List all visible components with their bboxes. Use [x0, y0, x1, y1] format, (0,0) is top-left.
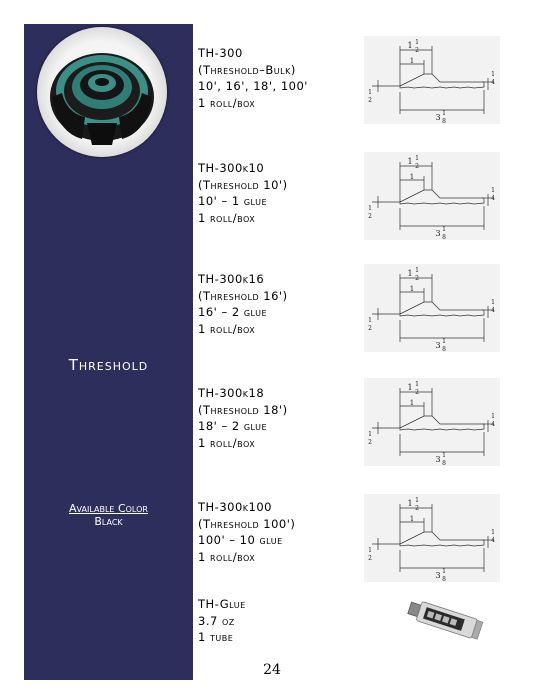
- product-sku: TH-Glue: [198, 597, 246, 611]
- dim-top-den: 2: [415, 389, 419, 396]
- dim-bottom-whole: 3: [435, 341, 441, 350]
- product-qty: 1 roll/box: [198, 95, 256, 110]
- dim-top-den: 2: [415, 275, 419, 282]
- product-sku: TH-300k100: [198, 500, 272, 514]
- product-sku: TH-300k16: [198, 272, 265, 286]
- dim-right-den: 4: [491, 79, 495, 86]
- dim-bottom-den: 8: [442, 346, 446, 352]
- dim-right-num: 1: [491, 71, 495, 78]
- profile-diagram: [364, 494, 500, 582]
- dim-right-den: 4: [491, 537, 495, 544]
- dim-top-num: 1: [415, 381, 419, 388]
- product-th-300: [198, 45, 358, 111]
- dim-mid: 1: [409, 57, 415, 65]
- dim-top-num: 1: [415, 497, 419, 504]
- dim-top-whole: 1: [407, 499, 413, 508]
- dim-left-den: 2: [368, 555, 372, 562]
- dim-mid: 1: [409, 515, 415, 523]
- dim-bottom-num: 1: [442, 110, 446, 117]
- available-color-label: Available Color: [69, 502, 148, 515]
- dim-right-num: 1: [491, 299, 495, 306]
- sidebar-title: Threshold: [68, 356, 149, 374]
- profile-diagram: [364, 264, 500, 352]
- dim-bottom-whole: 3: [435, 455, 441, 464]
- dim-left-den: 2: [368, 439, 372, 446]
- dim-left-num: 1: [368, 317, 372, 324]
- page-number: 24: [263, 662, 281, 678]
- product-th-300k100: [198, 499, 358, 565]
- dim-right-num: 1: [491, 529, 495, 536]
- product-desc: (Threshold 100'): [198, 516, 296, 531]
- product-desc: (Threshold–Bulk): [198, 62, 296, 77]
- dim-bottom-num: 1: [442, 452, 446, 459]
- dim-top-num: 1: [415, 267, 419, 274]
- dim-bottom-num: 1: [442, 568, 446, 575]
- dim-mid: 1: [409, 285, 415, 293]
- dim-bottom-num: 1: [442, 338, 446, 345]
- product-roll-photo: [37, 27, 167, 157]
- product-detail: 16' – 2 glue: [198, 305, 267, 319]
- product-th-300k16: [198, 271, 358, 337]
- dim-right-num: 1: [491, 187, 495, 194]
- dim-bottom-whole: 3: [435, 229, 441, 238]
- dim-top-num: 1: [415, 155, 419, 162]
- dim-bottom-whole: 3: [435, 113, 441, 122]
- dim-left-num: 1: [368, 205, 372, 212]
- profile-diagram: [364, 152, 500, 240]
- product-detail: 18' – 2 glue: [198, 419, 267, 433]
- product-desc: 3.7 oz: [198, 613, 235, 628]
- threshold-profile: [400, 416, 484, 430]
- product-qty: 1 roll/box: [198, 549, 256, 564]
- dim-bottom-den: 8: [442, 118, 446, 124]
- product-qty: 1 roll/box: [198, 321, 256, 336]
- dim-right-den: 4: [491, 421, 495, 428]
- dim-top-num: 1: [415, 39, 419, 46]
- product-th-300k10: [198, 160, 358, 226]
- threshold-profile: [400, 74, 484, 88]
- threshold-profile: [400, 190, 484, 204]
- profile-diagram: [364, 36, 500, 124]
- dim-top-den: 2: [415, 47, 419, 54]
- threshold-profile: [400, 532, 484, 546]
- available-color-value: Black: [94, 515, 123, 528]
- glue-tube-image: [398, 595, 488, 655]
- product-qty: 1 roll/box: [198, 435, 256, 450]
- dim-mid: 1: [409, 173, 415, 181]
- dim-left-num: 1: [368, 431, 372, 438]
- dim-left-den: 2: [368, 213, 372, 220]
- product-sku: TH-300k18: [198, 386, 265, 400]
- product-desc: (Threshold 18'): [198, 402, 288, 417]
- dim-top-den: 2: [415, 163, 419, 170]
- dim-left-num: 1: [368, 547, 372, 554]
- dim-top-den: 2: [415, 505, 419, 512]
- product-detail: 10', 16', 18', 100': [198, 79, 308, 93]
- product-qty: 1 roll/box: [198, 210, 256, 225]
- dim-top-whole: 1: [407, 383, 413, 392]
- product-detail: 10' – 1 glue: [198, 194, 267, 208]
- dim-right-den: 4: [491, 195, 495, 202]
- dim-bottom-num: 1: [442, 226, 446, 233]
- dim-bottom-den: 8: [442, 460, 446, 466]
- dim-right-num: 1: [491, 413, 495, 420]
- product-th-300k18: [198, 385, 358, 451]
- dim-bottom-den: 8: [442, 234, 446, 240]
- product-desc: (Threshold 16'): [198, 288, 288, 303]
- dim-top-whole: 1: [407, 269, 413, 278]
- product-th-glue: [198, 596, 358, 646]
- threshold-roll-image: [37, 27, 167, 157]
- dim-left-num: 1: [368, 89, 372, 96]
- dim-top-whole: 1: [407, 41, 413, 50]
- product-detail: 1 tube: [198, 630, 234, 644]
- product-detail: 100' – 10 glue: [198, 533, 283, 547]
- profile-diagram: [364, 378, 500, 466]
- dim-bottom-whole: 3: [435, 571, 441, 580]
- dim-bottom-den: 8: [442, 576, 446, 582]
- dim-top-whole: 1: [407, 157, 413, 166]
- dim-left-den: 2: [368, 325, 372, 332]
- dim-left-den: 2: [368, 97, 372, 104]
- dim-right-den: 4: [491, 307, 495, 314]
- product-sku: TH-300k10: [198, 161, 265, 175]
- threshold-profile: [400, 302, 484, 316]
- dim-mid: 1: [409, 399, 415, 407]
- product-desc: (Threshold 10'): [198, 177, 288, 192]
- product-sku: TH-300: [198, 46, 243, 60]
